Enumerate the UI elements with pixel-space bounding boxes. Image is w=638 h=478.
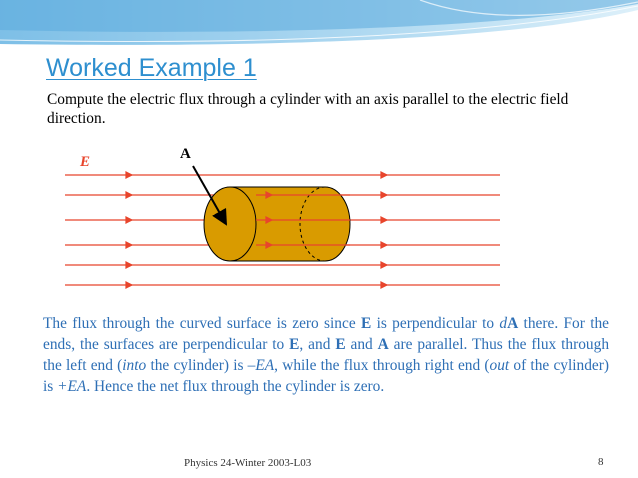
problem-statement: Compute the electric flux through a cylinder with an axis parallel to the electric field direction. xyxy=(47,91,569,127)
text-run: the cylinder) is xyxy=(146,357,248,374)
text-run: is perpendicular to xyxy=(371,315,500,332)
explanation-paragraph xyxy=(43,313,609,397)
text-run-italic: into xyxy=(122,357,147,374)
text-run: and xyxy=(345,336,378,353)
text-run-bold: A xyxy=(507,315,519,332)
text-run-italic: +EA xyxy=(57,378,87,395)
field-label: E xyxy=(80,154,91,170)
text-run-bold: E xyxy=(335,336,346,353)
text-run-bold: A xyxy=(377,336,389,353)
text-run: are parallel. Thus the flux through the left end ( xyxy=(43,336,610,374)
text-run: The flux through the curved surface is zero since xyxy=(43,315,361,332)
text-run: of the cylinder) is xyxy=(43,357,609,395)
text-run-italic: d xyxy=(499,315,508,332)
text-run: there. For the ends, the surfaces are perpendicular to xyxy=(43,315,609,353)
header-swoosh-decoration xyxy=(0,0,638,60)
page-number: 8 xyxy=(598,456,604,468)
slide-title: Worked Example 1 xyxy=(46,54,257,82)
area-label: A xyxy=(180,146,191,162)
text-run-bold: E xyxy=(361,315,372,332)
text-run-italic: –EA xyxy=(247,357,275,374)
text-run-italic: out xyxy=(489,357,510,374)
text-run: , and xyxy=(299,336,336,353)
text-run: . Hence the net flux through the cylinder is zero. xyxy=(86,378,385,395)
cylinder-flux-diagram xyxy=(0,130,638,310)
text-run: , while the flux through right end ( xyxy=(274,357,490,374)
slide-footer: Physics 24-Winter 2003-L03 xyxy=(184,457,312,469)
text-run-bold: E xyxy=(289,336,300,353)
